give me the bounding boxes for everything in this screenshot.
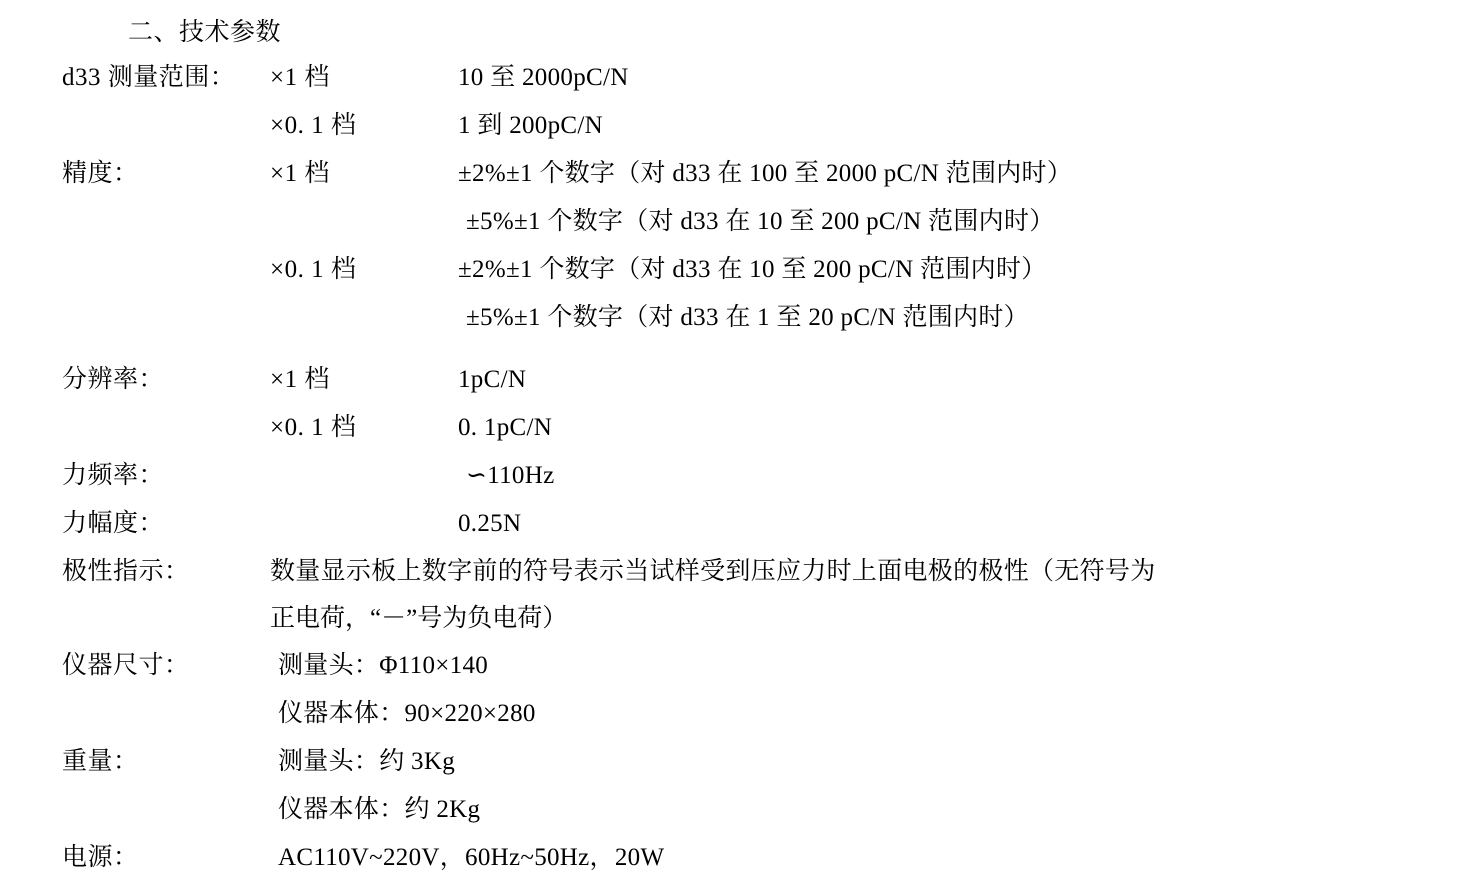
spec-value: 仪器本体：90×220×280 <box>278 700 536 727</box>
spec-value: 仪器本体：约 2Kg <box>278 796 481 823</box>
spec-row <box>62 786 1459 834</box>
spec-label: 重量： <box>62 748 139 775</box>
spec-range: ×1 档 <box>270 64 330 91</box>
spec-label: 力频率： <box>62 462 165 489</box>
spec-row <box>62 500 1459 548</box>
spec-row <box>62 738 1459 786</box>
spec-value-continuation: 正电荷，“－”号为负电荷） <box>270 605 568 632</box>
spec-value: ±2%±1 个数字（对 d33 在 100 至 2000 pC/N 范围内时） <box>458 160 1073 187</box>
spec-value: 测量头：约 3Kg <box>278 748 456 775</box>
spec-row <box>62 54 1459 102</box>
spec-label: 仪器尺寸： <box>62 652 190 679</box>
spec-range: ×1 档 <box>270 160 330 187</box>
spec-row <box>62 150 1459 198</box>
section-heading: 二、技术参数 <box>128 19 282 46</box>
spec-row <box>62 548 1459 596</box>
spec-row <box>62 246 1459 294</box>
spec-label: 精度： <box>62 160 139 187</box>
spec-row <box>62 102 1459 150</box>
spec-row <box>62 198 1459 246</box>
spec-row <box>62 404 1459 452</box>
spec-label: 电源： <box>62 844 139 871</box>
spec-row <box>62 642 1459 690</box>
spec-value: ±2%±1 个数字（对 d33 在 10 至 200 pC/N 范围内时） <box>458 256 1047 283</box>
spec-value: ±5%±1 个数字（对 d33 在 10 至 200 pC/N 范围内时） <box>466 208 1055 235</box>
spec-value: 测量头：Φ110×140 <box>278 652 489 679</box>
spec-row <box>62 452 1459 500</box>
spec-range: ×0. 1 档 <box>270 414 357 441</box>
row-spacer <box>62 342 1459 356</box>
spec-value: 10 至 2000pC/N <box>458 64 629 91</box>
spec-row <box>62 356 1459 404</box>
spec-row <box>62 834 1459 882</box>
spec-value: ±5%±1 个数字（对 d33 在 1 至 20 pC/N 范围内时） <box>466 304 1029 331</box>
spec-value: 0.25N <box>458 510 522 537</box>
spec-range: ×0. 1 档 <box>270 112 357 139</box>
spec-label: d33 测量范围： <box>62 64 236 91</box>
spec-value: 0. 1pC/N <box>458 414 553 441</box>
spec-value: 数量显示板上数字前的符号表示当试样受到压应力时上面电极的极性（无符号为 <box>270 558 1156 585</box>
spec-value: 1 到 200pC/N <box>458 112 603 139</box>
spec-range: ×0. 1 档 <box>270 256 357 283</box>
spec-row <box>62 690 1459 738</box>
spec-label: 分辨率： <box>62 366 165 393</box>
spec-row <box>62 294 1459 342</box>
spec-value: ∽110Hz <box>466 462 555 489</box>
spec-value: 1pC/N <box>458 366 527 393</box>
spec-range: ×1 档 <box>270 366 330 393</box>
spec-label: 极性指示： <box>62 558 190 585</box>
spec-label: 力幅度： <box>62 510 165 537</box>
spec-value: AC110V~220V，60Hz~50Hz，20W <box>278 844 665 871</box>
